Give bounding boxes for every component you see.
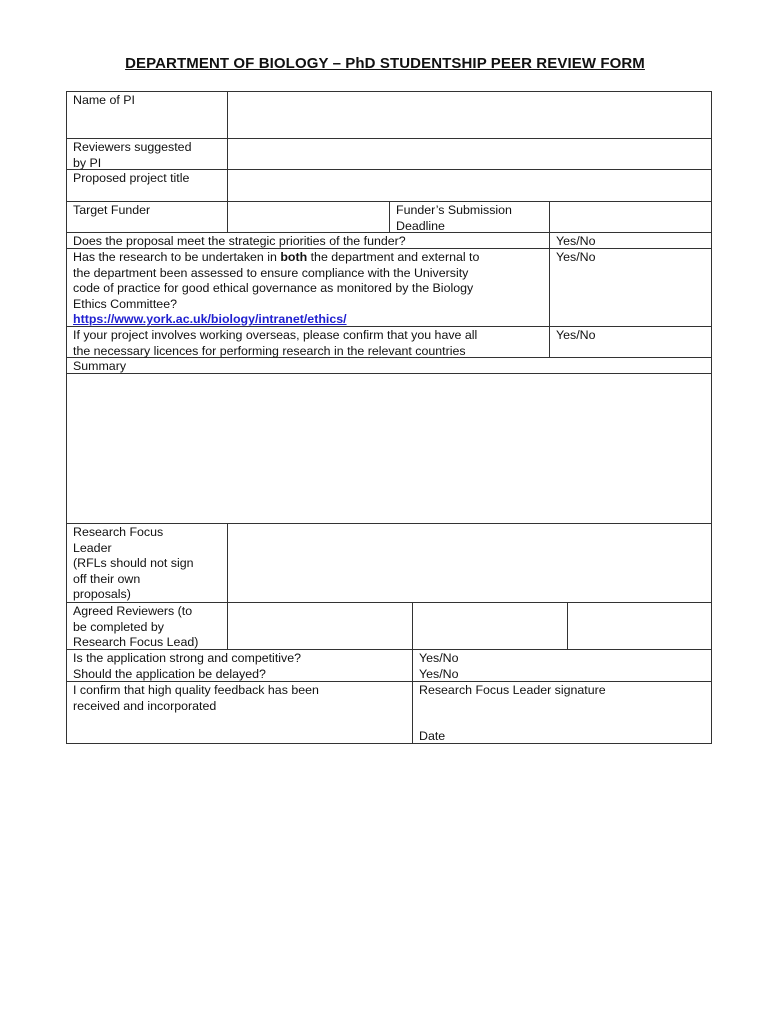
project-title-field[interactable] [228, 170, 711, 201]
strong-answer[interactable]: Yes/No [419, 651, 459, 665]
rfl-label: Research Focus Leader (RFLs should not sign off their own proposals) [73, 525, 194, 602]
agreed-reviewers-label: Agreed Reviewers (to be completed by Research Focus Lead) [73, 604, 199, 650]
strategic-priorities-question: Does the proposal meet the strategic priorities of the funder? [73, 234, 406, 248]
strong-question: Is the application strong and competitive? [73, 651, 301, 665]
page-title: DEPARTMENT OF BIOLOGY – PhD STUDENTSHIP PEER REVIEW FORM [125, 55, 645, 72]
submission-deadline-label: Funder’s Submission Deadline [396, 203, 512, 233]
delay-answer[interactable]: Yes/No [419, 666, 459, 681]
rfl-signature-label[interactable]: Research Focus Leader signature [419, 683, 606, 697]
agreed-reviewer-3-field[interactable] [568, 603, 711, 649]
target-funder-label: Target Funder [73, 203, 151, 217]
project-title-label: Proposed project title [73, 171, 190, 185]
ethics-question: Has the research to be undertaken in both the department and external to the department been assessed to ensure compliance with the University code of practice for good ethical governance as monitored by the Biology Ethics Committee? https://www.york.ac.uk/biology/intranet/ethics/ [67, 249, 549, 329]
grid-line [711, 91, 712, 744]
reviewers-suggested-label: Reviewers suggested by PI [73, 140, 192, 170]
rfl-field[interactable] [228, 524, 711, 602]
strong-delay-questions [67, 650, 412, 683]
agreed-reviewer-1-field[interactable] [228, 603, 412, 649]
name-of-pi-label: Name of PI [73, 93, 135, 107]
summary-label: Summary [73, 359, 127, 373]
name-of-pi-field[interactable] [228, 92, 711, 138]
submission-deadline-field[interactable] [550, 202, 711, 232]
reviewers-suggested-field[interactable] [228, 139, 711, 169]
agreed-reviewer-2-field[interactable] [413, 603, 567, 649]
strong-delay-answers [413, 650, 711, 683]
overseas-answer[interactable]: Yes/No [556, 328, 596, 342]
ethics-answer[interactable]: Yes/No [556, 250, 596, 264]
overseas-question: If your project involves working overseas, please confirm that you have all the necessary licences for performing research in the relevant countries [73, 328, 478, 358]
date-label[interactable]: Date [419, 729, 446, 743]
target-funder-field[interactable] [228, 202, 389, 232]
strategic-priorities-answer[interactable]: Yes/No [556, 234, 596, 248]
confirm-feedback-statement: I confirm that high quality feedback has been received and incorporated [73, 683, 319, 713]
summary-field[interactable] [67, 374, 711, 523]
ethics-link[interactable]: https://www.york.ac.uk/biology/intranet/ethics/ [73, 312, 347, 327]
delay-question: Should the application be delayed? [73, 666, 266, 681]
